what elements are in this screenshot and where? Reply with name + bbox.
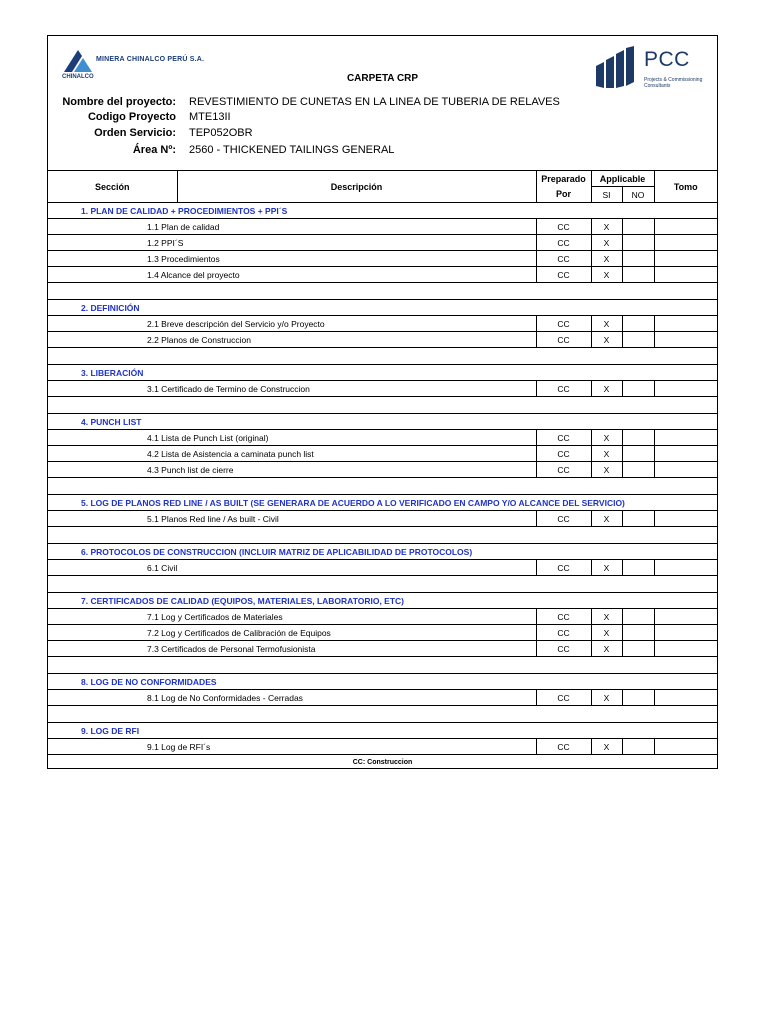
section-title: 6. PROTOCOLOS DE CONSTRUCCION (INCLUIR MATRIZ DE APLICABILIDAD DE PROTOCOLOS) bbox=[48, 544, 717, 560]
section-title: 7. CERTIFICADOS DE CALIDAD (EQUIPOS, MATERIALES, LABORATORIO, ETC) bbox=[48, 593, 717, 609]
pcc-logo bbox=[594, 46, 712, 96]
applicable-si-cell: X bbox=[591, 690, 622, 706]
service-order-row bbox=[48, 127, 717, 144]
section-row bbox=[48, 300, 717, 316]
section-title: 5. LOG DE PLANOS RED LINE / AS BUILT (SE GENERARA DE ACUERDO A LO VERIFICADO EN CAMPO Y/O ALCANCE DEL SERVICIO) bbox=[48, 495, 717, 511]
prepared-by-cell: CC bbox=[536, 625, 591, 641]
tomo-cell bbox=[654, 739, 717, 755]
item-description: 6.1 Civil bbox=[48, 560, 536, 576]
applicable-si-cell: X bbox=[591, 511, 622, 527]
tomo-cell bbox=[654, 609, 717, 625]
applicable-no-cell bbox=[622, 625, 654, 641]
spacer-row bbox=[48, 576, 717, 593]
project-name-label: Nombre del proyecto: bbox=[62, 96, 176, 108]
tomo-cell bbox=[654, 430, 717, 446]
spacer-row bbox=[48, 657, 717, 674]
applicable-no-cell bbox=[622, 609, 654, 625]
applicable-si-cell: X bbox=[591, 235, 622, 251]
tomo-cell bbox=[654, 462, 717, 478]
spacer-row bbox=[48, 348, 717, 365]
item-description: 9.1 Log de RFI´s bbox=[48, 739, 536, 755]
section-row bbox=[48, 544, 717, 560]
prepared-by-cell: CC bbox=[536, 462, 591, 478]
table-row bbox=[48, 316, 717, 332]
prepared-by-cell: CC bbox=[536, 511, 591, 527]
section-row bbox=[48, 495, 717, 511]
table-row bbox=[48, 625, 717, 641]
applicable-no-cell bbox=[622, 235, 654, 251]
spacer-row bbox=[48, 283, 717, 300]
col-header-seccion: Sección bbox=[48, 171, 177, 203]
applicable-si-cell: X bbox=[591, 462, 622, 478]
applicable-no-cell bbox=[622, 462, 654, 478]
section-row bbox=[48, 723, 717, 739]
section-title: 8. LOG DE NO CONFORMIDADES bbox=[48, 674, 717, 690]
col-header-descripcion: Descripción bbox=[177, 171, 536, 203]
applicable-si-cell: X bbox=[591, 446, 622, 462]
document-title: CARPETA CRP bbox=[346, 73, 419, 84]
applicable-si-cell: X bbox=[591, 430, 622, 446]
applicable-si-cell: X bbox=[591, 609, 622, 625]
table-row bbox=[48, 690, 717, 706]
table-row bbox=[48, 609, 717, 625]
prepared-by-cell: CC bbox=[536, 267, 591, 283]
spacer-cell bbox=[48, 706, 717, 723]
project-code-label: Codigo Proyecto bbox=[87, 111, 176, 123]
applicable-no-cell bbox=[622, 251, 654, 267]
document-header bbox=[48, 36, 717, 168]
col-header-por: Por bbox=[536, 187, 591, 203]
item-description: 7.3 Certificados de Personal Termofusionista bbox=[48, 641, 536, 657]
applicable-no-cell bbox=[622, 219, 654, 235]
chinalco-wordmark: CHINALCO bbox=[62, 74, 94, 80]
spacer-cell bbox=[48, 657, 717, 674]
spacer-row bbox=[48, 478, 717, 495]
tomo-cell bbox=[654, 219, 717, 235]
col-header-tomo: Tomo bbox=[654, 171, 717, 203]
applicable-si-cell: X bbox=[591, 332, 622, 348]
prepared-by-cell: CC bbox=[536, 235, 591, 251]
table-row bbox=[48, 462, 717, 478]
table-row bbox=[48, 332, 717, 348]
section-title: 4. PUNCH LIST bbox=[48, 414, 717, 430]
table-row bbox=[48, 381, 717, 397]
item-description: 1.3 Procedimientos bbox=[48, 251, 536, 267]
tomo-cell bbox=[654, 560, 717, 576]
applicable-si-cell: X bbox=[591, 560, 622, 576]
tomo-cell bbox=[654, 625, 717, 641]
col-header-no: NO bbox=[622, 187, 654, 203]
prepared-by-cell: CC bbox=[536, 316, 591, 332]
area-value: 2560 - THICKENED TAILINGS GENERAL bbox=[189, 144, 395, 156]
table-row bbox=[48, 511, 717, 527]
tomo-cell bbox=[654, 235, 717, 251]
applicable-si-cell: X bbox=[591, 739, 622, 755]
spacer-row bbox=[48, 706, 717, 723]
prepared-by-cell: CC bbox=[536, 251, 591, 267]
applicable-no-cell bbox=[622, 316, 654, 332]
applicable-si-cell: X bbox=[591, 251, 622, 267]
col-header-si: SI bbox=[591, 187, 622, 203]
applicable-no-cell bbox=[622, 739, 654, 755]
table-row bbox=[48, 430, 717, 446]
table-header-row-1 bbox=[48, 171, 717, 187]
table-row bbox=[48, 235, 717, 251]
table-row bbox=[48, 219, 717, 235]
prepared-by-cell: CC bbox=[536, 430, 591, 446]
chinalco-company-name: MINERA CHINALCO PERÚ S.A. bbox=[96, 56, 205, 63]
section-row bbox=[48, 414, 717, 430]
col-header-applicable: Applicable bbox=[591, 171, 654, 187]
service-order-label: Orden Servicio: bbox=[94, 127, 176, 139]
item-description: 4.3 Punch list de cierre bbox=[48, 462, 536, 478]
section-row bbox=[48, 203, 717, 219]
applicable-no-cell bbox=[622, 511, 654, 527]
item-description: 7.2 Log y Certificados de Calibración de Equipos bbox=[48, 625, 536, 641]
project-code-value: MTE13II bbox=[189, 111, 231, 123]
chinalco-mark-icon bbox=[62, 48, 96, 74]
applicable-si-cell: X bbox=[591, 267, 622, 283]
tomo-cell bbox=[654, 641, 717, 657]
prepared-by-cell: CC bbox=[536, 446, 591, 462]
spacer-row bbox=[48, 397, 717, 414]
prepared-by-cell: CC bbox=[536, 381, 591, 397]
table-row bbox=[48, 446, 717, 462]
prepared-by-cell: CC bbox=[536, 641, 591, 657]
section-title: 1. PLAN DE CALIDAD + PROCEDIMIENTOS + PPI´S bbox=[48, 203, 717, 219]
tomo-cell bbox=[654, 511, 717, 527]
crp-table bbox=[48, 170, 717, 769]
section-row bbox=[48, 593, 717, 609]
item-description: 2.1 Breve descripción del Servicio y/o Proyecto bbox=[48, 316, 536, 332]
applicable-no-cell bbox=[622, 560, 654, 576]
spacer-cell bbox=[48, 283, 717, 300]
item-description: 3.1 Certificado de Termino de Construccion bbox=[48, 381, 536, 397]
prepared-by-cell: CC bbox=[536, 609, 591, 625]
footer-note: CC: Construccion bbox=[352, 758, 413, 766]
project-name-value: REVESTIMIENTO DE CUNETAS EN LA LINEA DE TUBERIA DE RELAVES bbox=[189, 96, 560, 108]
item-description: 1.2 PPI´S bbox=[48, 235, 536, 251]
section-row bbox=[48, 674, 717, 690]
section-row bbox=[48, 365, 717, 381]
item-description: 4.2 Lista de Asistencia a caminata punch list bbox=[48, 446, 536, 462]
area-row bbox=[48, 144, 717, 161]
applicable-no-cell bbox=[622, 446, 654, 462]
applicable-no-cell bbox=[622, 690, 654, 706]
item-description: 4.1 Lista de Punch List (original) bbox=[48, 430, 536, 446]
applicable-si-cell: X bbox=[591, 641, 622, 657]
prepared-by-cell: CC bbox=[536, 332, 591, 348]
spacer-cell bbox=[48, 397, 717, 414]
prepared-by-cell: CC bbox=[536, 690, 591, 706]
area-label: Área Nº: bbox=[132, 144, 176, 156]
tomo-cell bbox=[654, 316, 717, 332]
footer-note-row bbox=[48, 755, 717, 770]
applicable-no-cell bbox=[622, 381, 654, 397]
project-code-row bbox=[48, 111, 717, 128]
tomo-cell bbox=[654, 690, 717, 706]
applicable-si-cell: X bbox=[591, 625, 622, 641]
table-row bbox=[48, 267, 717, 283]
table-row bbox=[48, 739, 717, 755]
col-header-preparado: Preparado bbox=[536, 171, 591, 187]
pcc-tagline: Projects & Commissioning Consultants bbox=[644, 77, 703, 89]
item-description: 2.2 Planos de Construccion bbox=[48, 332, 536, 348]
table-row bbox=[48, 251, 717, 267]
pcc-wordmark: PCC bbox=[644, 48, 690, 71]
spacer-cell bbox=[48, 348, 717, 365]
spacer-row bbox=[48, 527, 717, 544]
tomo-cell bbox=[654, 251, 717, 267]
tomo-cell bbox=[654, 267, 717, 283]
section-title: 9. LOG DE RFI bbox=[48, 723, 717, 739]
item-description: 5.1 Planos Red line / As built - Civil bbox=[48, 511, 536, 527]
applicable-si-cell: X bbox=[591, 316, 622, 332]
prepared-by-cell: CC bbox=[536, 219, 591, 235]
applicable-no-cell bbox=[622, 641, 654, 657]
item-description: 8.1 Log de No Conformidades - Cerradas bbox=[48, 690, 536, 706]
pcc-mark-icon bbox=[594, 46, 642, 90]
applicable-no-cell bbox=[622, 267, 654, 283]
table-row bbox=[48, 560, 717, 576]
spacer-cell bbox=[48, 527, 717, 544]
document-sheet bbox=[47, 35, 718, 769]
prepared-by-cell: CC bbox=[536, 739, 591, 755]
spacer-cell bbox=[48, 576, 717, 593]
section-title: 3. LIBERACIÓN bbox=[48, 365, 717, 381]
service-order-value: TEP052OBR bbox=[189, 127, 253, 139]
tomo-cell bbox=[654, 381, 717, 397]
prepared-by-cell: CC bbox=[536, 560, 591, 576]
item-description: 7.1 Log y Certificados de Materiales bbox=[48, 609, 536, 625]
item-description: 1.4 Alcance del proyecto bbox=[48, 267, 536, 283]
applicable-si-cell: X bbox=[591, 219, 622, 235]
table-row bbox=[48, 641, 717, 657]
applicable-no-cell bbox=[622, 332, 654, 348]
applicable-no-cell bbox=[622, 430, 654, 446]
spacer-cell bbox=[48, 478, 717, 495]
section-title: 2. DEFINICIÓN bbox=[48, 300, 717, 316]
item-description: 1.1 Plan de calidad bbox=[48, 219, 536, 235]
tomo-cell bbox=[654, 332, 717, 348]
applicable-si-cell: X bbox=[591, 381, 622, 397]
tomo-cell bbox=[654, 446, 717, 462]
